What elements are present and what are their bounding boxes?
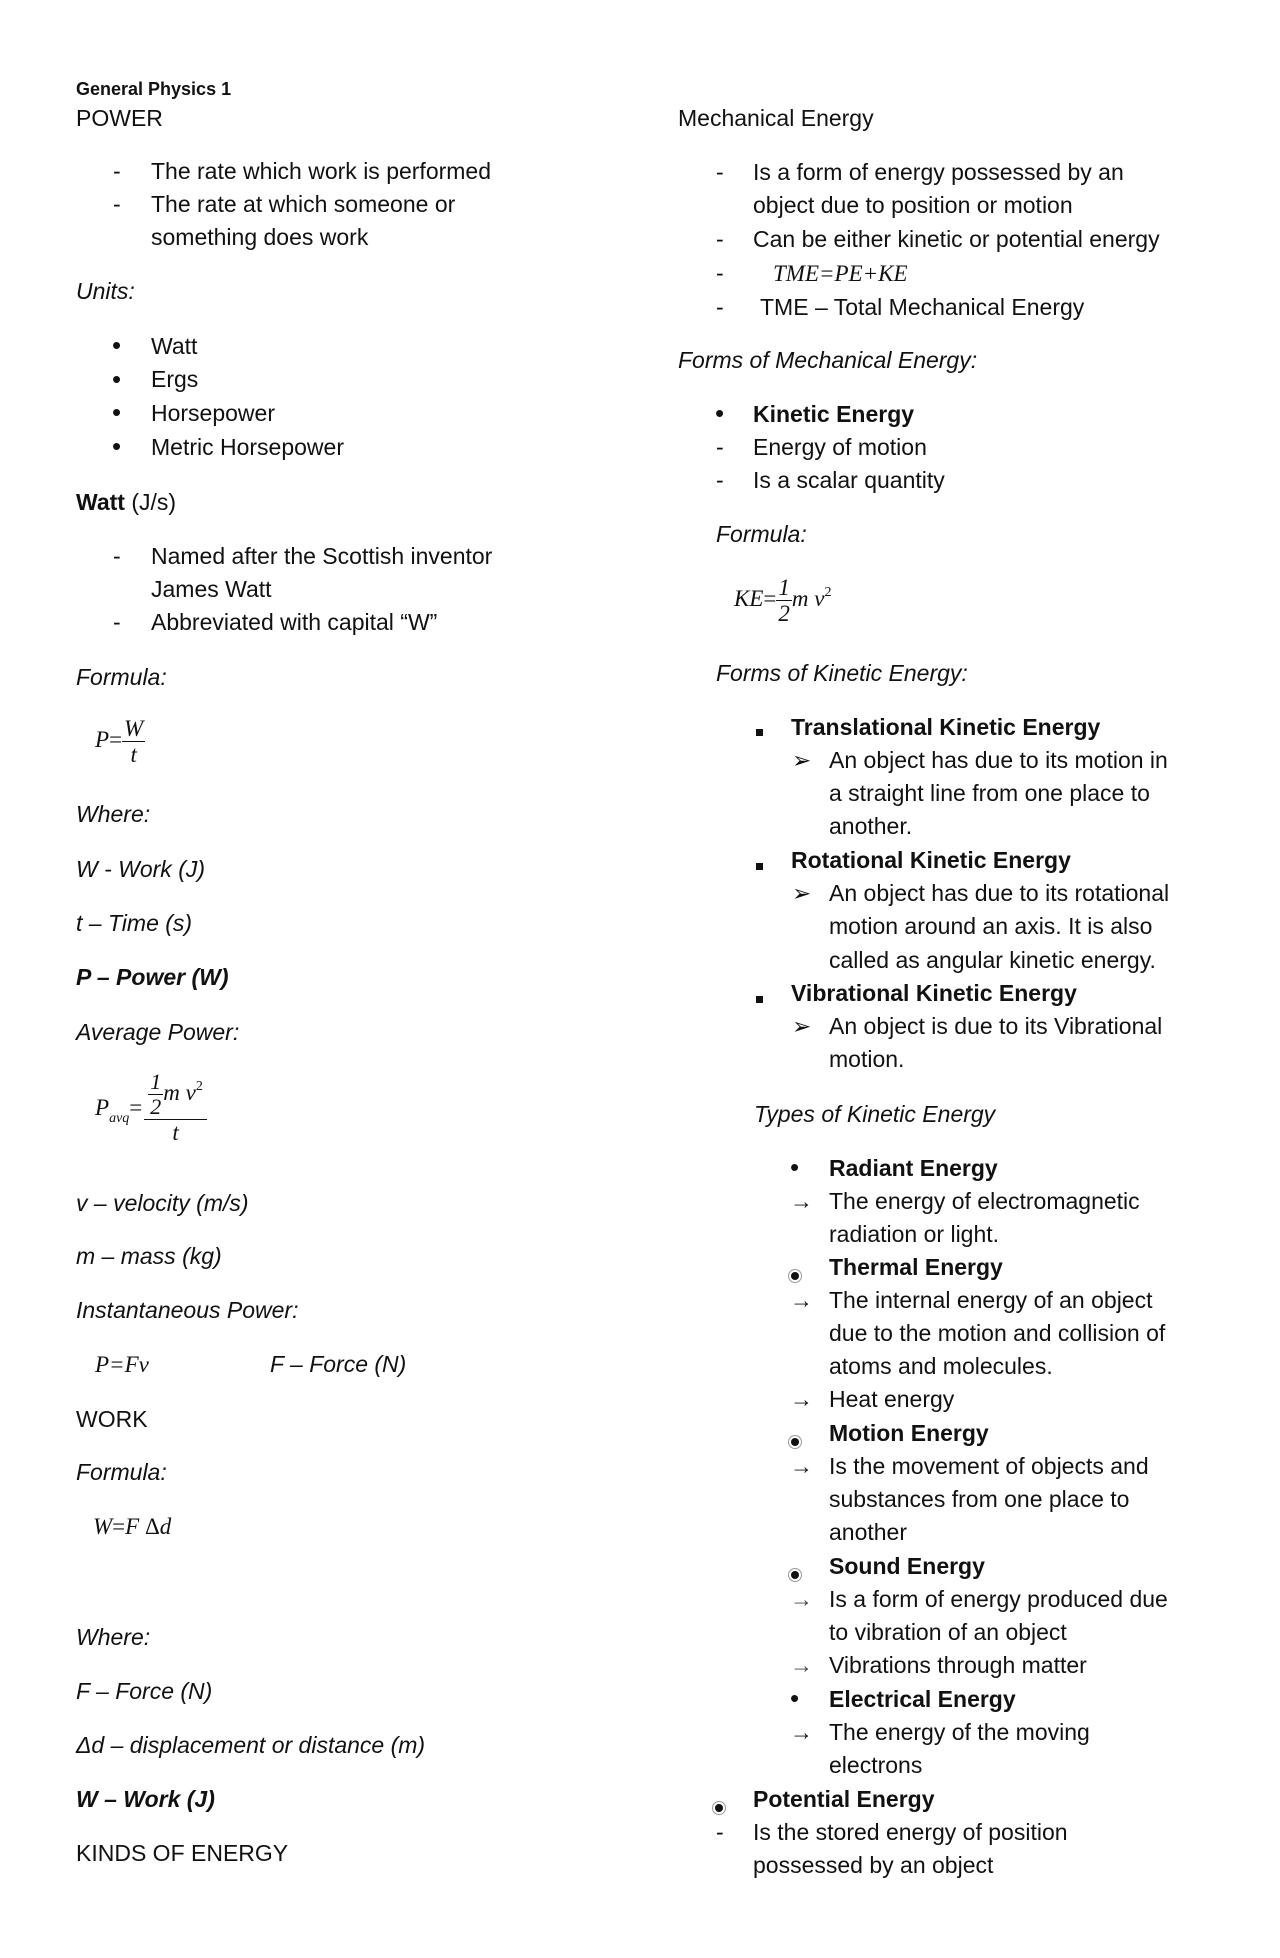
power-heading: POWER xyxy=(76,105,163,131)
arrow-right-icon: → xyxy=(790,1453,813,1479)
translational-ke-title: Translational Kinetic Energy xyxy=(791,714,1101,740)
radiant-line-2: radiation or light. xyxy=(829,1221,1000,1247)
avg-power-formula: $P_{avq}=$ $\frac{1}{2}$ m $v^2$ t xyxy=(95,1070,207,1146)
kinetic-point-1: Energy of motion xyxy=(753,434,927,460)
inst-power-formula: P=Fv xyxy=(95,1352,149,1377)
units-label: Units: xyxy=(76,278,135,304)
mech-point-1-cont: object due to position or motion xyxy=(753,192,1073,218)
power-point-2-cont: something does work xyxy=(151,224,369,250)
rotational-ke-line-3: called as angular kinetic energy. xyxy=(829,947,1156,973)
rotational-ke-title: Rotational Kinetic Energy xyxy=(791,847,1071,873)
arrow-right-icon: → xyxy=(790,1386,813,1412)
bullet-icon: • xyxy=(112,431,122,461)
where-work: W - Work (J) xyxy=(76,856,206,882)
unit-metric-horsepower: Metric Horsepower xyxy=(151,434,344,460)
ke-formula-label: Formula: xyxy=(716,521,807,547)
avg-power-label: Average Power: xyxy=(76,1019,240,1045)
thermal-line-3: atoms and molecules. xyxy=(829,1353,1053,1379)
avg-var-velocity: v – velocity (m/s) xyxy=(76,1190,249,1216)
watt-point-1: Named after the Scottish inventor xyxy=(151,543,493,569)
thermal-line-1: The internal energy of an object xyxy=(829,1287,1153,1313)
dash-bullet: - xyxy=(716,260,724,286)
power-point-1: The rate which work is performed xyxy=(151,158,492,184)
potential-energy-heading: Potential Energy xyxy=(753,1786,935,1812)
sound-line-1: Is a form of energy produced due xyxy=(829,1586,1168,1612)
square-bullet-icon xyxy=(756,851,763,874)
watt-point-1-cont: James Watt xyxy=(151,576,272,602)
types-ke-label: Types of Kinetic Energy xyxy=(754,1101,996,1127)
dash-bullet: - xyxy=(716,467,724,493)
motion-line-3: another xyxy=(829,1519,908,1545)
arrow-right-icon: → xyxy=(790,1652,813,1678)
work-formula: W=F Δd xyxy=(93,1514,172,1539)
vibrational-ke-title: Vibrational Kinetic Energy xyxy=(791,980,1077,1006)
arrow-right-icon: → xyxy=(790,1586,813,1612)
motion-line-2: substances from one place to xyxy=(829,1486,1130,1512)
radiant-line-1: The energy of electromagnetic xyxy=(829,1188,1140,1214)
translational-ke-line-2: a straight line from one place to xyxy=(829,780,1150,806)
forms-mech-label: Forms of Mechanical Energy: xyxy=(678,347,978,373)
power-point-2: The rate at which someone or xyxy=(151,191,456,217)
watt-heading xyxy=(76,491,176,514)
work-where-force: F – Force (N) xyxy=(76,1678,213,1704)
where-power: P – Power (W) xyxy=(76,964,229,990)
arrow-bullet-icon: ➢ xyxy=(792,1013,812,1039)
ring-bullet-icon xyxy=(791,1427,799,1450)
where-time: t – Time (s) xyxy=(76,910,193,936)
potential-point-1: Is the stored energy of position xyxy=(753,1819,1068,1845)
vibrational-ke-line-2: motion. xyxy=(829,1046,905,1072)
bullet-icon: • xyxy=(790,1683,800,1713)
square-bullet-icon xyxy=(756,717,763,740)
square-bullet-icon xyxy=(756,984,763,1007)
dash-bullet: - xyxy=(113,191,121,217)
where-label: Where: xyxy=(76,801,151,827)
arrow-bullet-icon: ➢ xyxy=(792,747,812,773)
tme-formula: TME=PE+KE xyxy=(773,261,908,286)
kinds-of-energy-heading: KINDS OF ENERGY xyxy=(76,1840,289,1866)
work-formula-label: Formula: xyxy=(76,1459,167,1485)
inst-power-label: Instantaneous Power: xyxy=(76,1297,299,1323)
thermal-energy-title: Thermal Energy xyxy=(829,1254,1003,1280)
work-where-label: Where: xyxy=(76,1624,151,1650)
bullet-icon: • xyxy=(112,330,122,360)
work-heading: WORK xyxy=(76,1406,148,1432)
document-header: General Physics 1 xyxy=(76,79,232,99)
dash-bullet: - xyxy=(716,159,724,185)
unit-horsepower: Horsepower xyxy=(151,400,275,426)
bullet-icon: • xyxy=(790,1152,800,1182)
unit-ergs: Ergs xyxy=(151,366,199,392)
power-formula: P= $\frac{W}{t}$ xyxy=(95,716,144,768)
dash-bullet: - xyxy=(716,226,724,252)
inst-force-var: F – Force (N) xyxy=(270,1351,407,1377)
kinetic-energy-heading: Kinetic Energy xyxy=(753,401,915,427)
dash-bullet: - xyxy=(716,1819,724,1845)
arrow-bullet-icon: ➢ xyxy=(792,880,812,906)
translational-ke-line-1: An object has due to its motion in xyxy=(829,747,1168,773)
bullet-icon: • xyxy=(112,397,122,427)
potential-point-1-cont: possessed by an object xyxy=(753,1852,994,1878)
thermal-extra: Heat energy xyxy=(829,1386,955,1412)
mech-point-1: Is a form of energy possessed by an xyxy=(753,159,1124,185)
motion-energy-title: Motion Energy xyxy=(829,1420,989,1446)
sound-line-2: to vibration of an object xyxy=(829,1619,1067,1645)
mechanical-energy-heading: Mechanical Energy xyxy=(678,105,874,131)
avg-var-mass: m – mass (kg) xyxy=(76,1243,222,1269)
rotational-ke-line-2: motion around an axis. It is also xyxy=(829,913,1153,939)
radiant-energy-title: Radiant Energy xyxy=(829,1155,998,1181)
sound-energy-title: Sound Energy xyxy=(829,1553,985,1579)
mech-point-2: Can be either kinetic or potential energy xyxy=(753,226,1160,252)
rotational-ke-line-1: An object has due to its rotational xyxy=(829,880,1170,906)
arrow-right-icon: → xyxy=(790,1287,813,1313)
watt-heading-unit: (J/s) xyxy=(124,489,177,515)
motion-line-1: Is the movement of objects and xyxy=(829,1453,1149,1479)
unit-watt: Watt xyxy=(151,333,198,359)
ring-bullet-icon xyxy=(791,1560,799,1583)
ring-bullet-icon xyxy=(791,1261,799,1284)
formula-label: Formula: xyxy=(76,664,167,690)
dash-bullet: - xyxy=(113,609,121,635)
translational-ke-line-3: another. xyxy=(829,813,913,839)
electrical-energy-title: Electrical Energy xyxy=(829,1686,1016,1712)
thermal-line-2: due to the motion and collision of xyxy=(829,1320,1166,1346)
arrow-right-icon: → xyxy=(790,1188,813,1214)
kinetic-point-2: Is a scalar quantity xyxy=(753,467,945,493)
dash-bullet: - xyxy=(113,158,121,184)
electrical-line-2: electrons xyxy=(829,1752,923,1778)
arrow-right-icon: → xyxy=(790,1719,813,1745)
bullet-icon: • xyxy=(112,364,122,394)
ring-bullet-icon xyxy=(715,1793,723,1816)
ke-formula: KE= $\frac{1}{2}$ m $v^2$ xyxy=(734,575,832,627)
dash-bullet: - xyxy=(716,434,724,460)
dash-bullet: - xyxy=(716,294,724,320)
vibrational-ke-line-1: An object is due to its Vibrational xyxy=(829,1013,1163,1039)
tme-description: TME – Total Mechanical Energy xyxy=(760,294,1085,320)
forms-ke-label: Forms of Kinetic Energy: xyxy=(716,660,968,686)
bullet-icon: • xyxy=(715,398,725,428)
work-where-displacement: Δd – displacement or distance (m) xyxy=(76,1732,426,1758)
dash-bullet: - xyxy=(113,543,121,569)
electrical-line-1: The energy of the moving xyxy=(829,1719,1090,1745)
work-where-work: W – Work (J) xyxy=(76,1786,215,1812)
watt-heading-name: Watt xyxy=(76,489,125,515)
sound-extra: Vibrations through matter xyxy=(829,1652,1087,1678)
watt-point-2: Abbreviated with capital “W” xyxy=(151,609,438,635)
